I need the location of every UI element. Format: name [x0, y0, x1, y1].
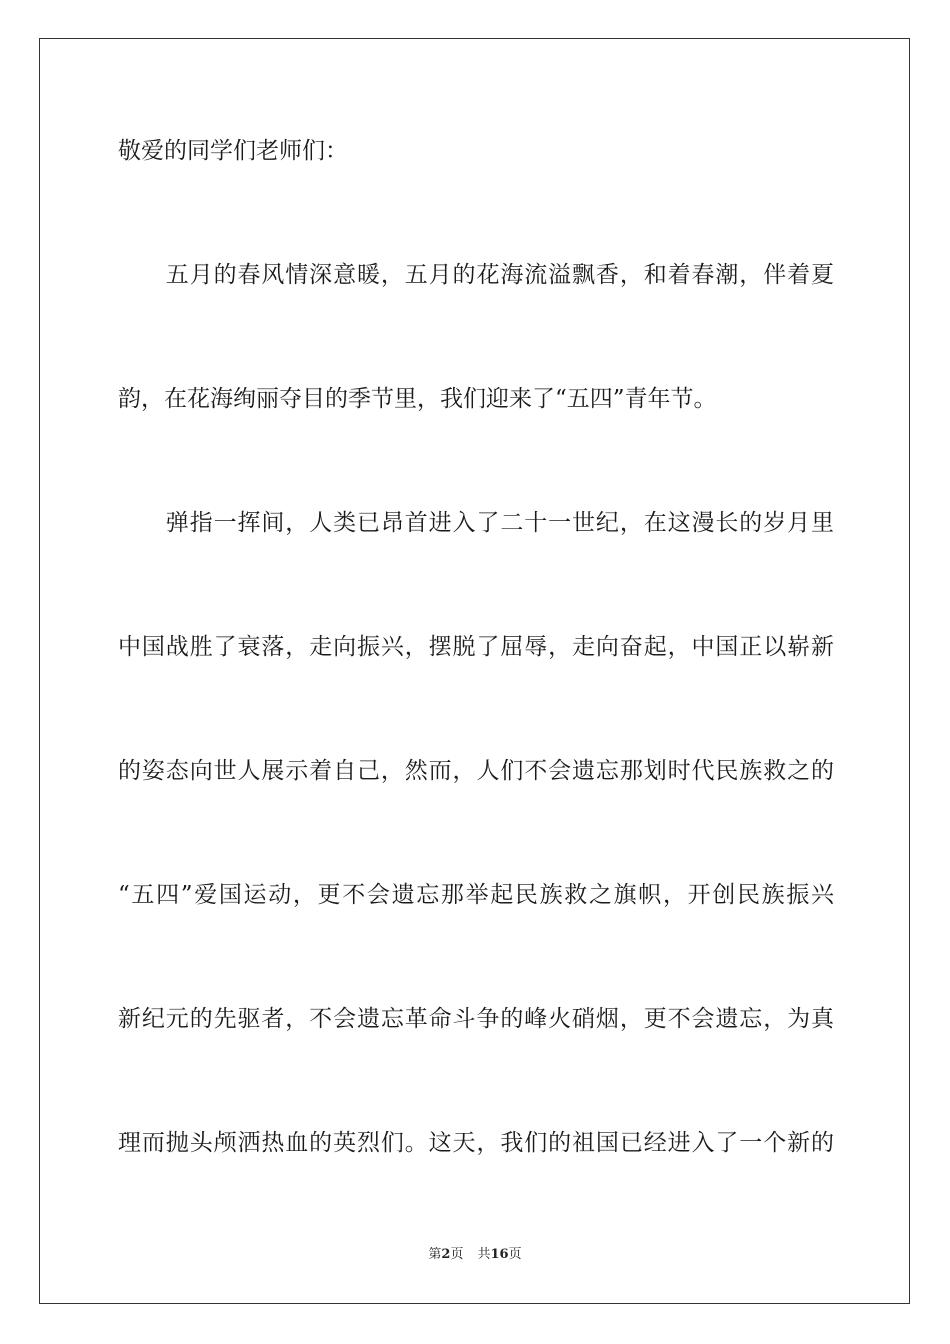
page-border	[39, 38, 910, 1304]
page-number: 2	[441, 1247, 451, 1262]
total-pages: 16	[490, 1247, 509, 1262]
body-line-7: 新纪元的先驱者，不会遗忘革命斗争的峰火硝烟，更不会遗忘，为真	[118, 1006, 834, 1032]
page-suffix: 页	[450, 1247, 464, 1262]
page-prefix: 第	[428, 1247, 442, 1262]
body-line-4: 中国战胜了衰落，走向振兴，摆脱了屈辱，走向奋起，中国正以崭新	[118, 634, 834, 660]
total-suffix: 页	[508, 1247, 522, 1262]
body-line-8: 理而抛头颅洒热血的英烈们。这天，我们的祖国已经进入了一个新的	[118, 1130, 834, 1156]
body-line-6: “五四”爱国运动，更不会遗忘那举起民族救之旗帜，开创民族振兴	[118, 882, 834, 908]
body-line-2: 韵，在花海绚丽夺目的季节里，我们迎来了“五四”青年节。	[118, 386, 717, 412]
total-prefix: 共	[477, 1247, 491, 1262]
body-line-5: 的姿态向世人展示着自己，然而，人们不会遗忘那划时代民族救之的	[118, 758, 834, 784]
page-footer	[0, 1246, 950, 1264]
salutation: 敬爱的同学们老师们：	[118, 138, 348, 164]
body-line-1: 五月的春风情深意暖，五月的花海流溢飘香，和着春潮，伴着夏	[118, 262, 834, 288]
body-line-3: 弹指一挥间，人类已昂首进入了二十一世纪，在这漫长的岁月里	[118, 510, 834, 536]
